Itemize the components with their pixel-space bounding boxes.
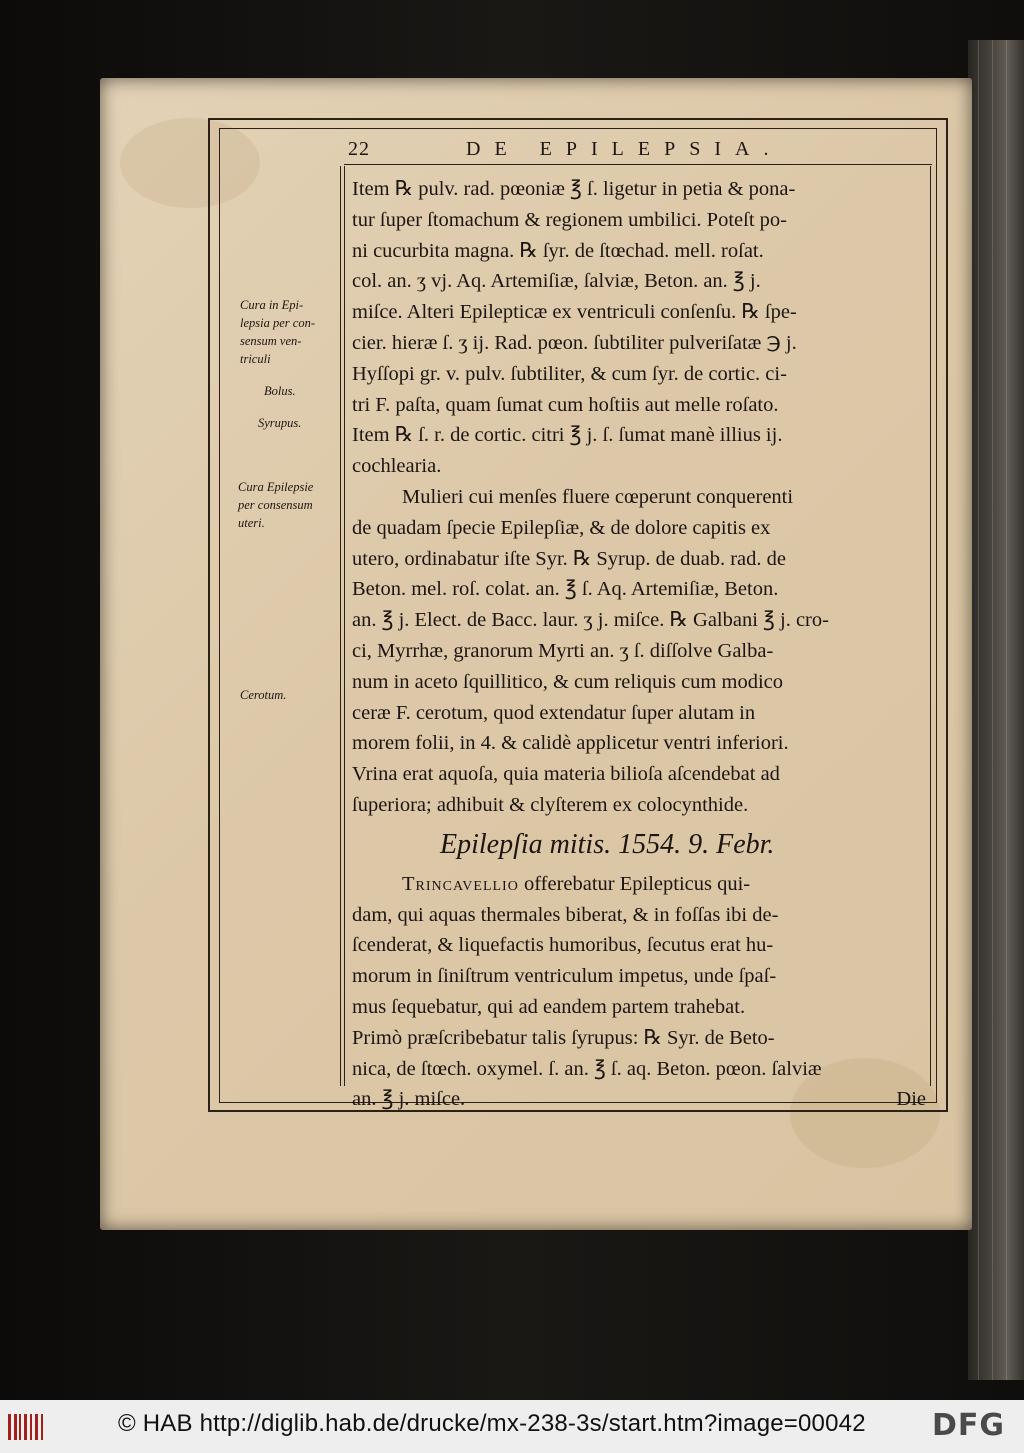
text-line: ſcenderat, & liquefactis humoribus, ſecutus erat hu-	[352, 934, 774, 957]
text-line: Vrina erat aquoſa, quia materia bilioſa aſcendebat ad	[352, 763, 780, 786]
margin-note-line: Cura in Epi-	[240, 298, 304, 312]
text-line: Item ℞ pulv. rad. pœoniæ ℥ ſ. ligetur in petia & pona-	[352, 178, 796, 200]
body-text	[352, 174, 930, 1115]
paragraph-1	[352, 174, 930, 482]
margin-note-line: uteri.	[238, 516, 265, 530]
text-line: ſuperiora; adhibuit & clyſterem ex colocynthide.	[352, 793, 749, 816]
text-line: tri F. paſta, quam ſumat cum hoſtiis aut melle roſato.	[352, 393, 779, 416]
text-line: utero, ordinabatur iſte Syr. ℞ Syrup. de duab. rad. de	[352, 547, 786, 570]
text-line: num in aceto ſquillitico, & cum reliquis cum modico	[352, 670, 783, 693]
text-line: Mulieri cui menſes fluere cœperunt conquerenti	[402, 485, 794, 508]
text-line: Primò præſcribebatur talis ſyrupus: ℞ Syr. de Beto-	[352, 1026, 775, 1049]
text-line: morum in ſiniſtrum ventriculum impetus, unde ſpaſ-	[352, 965, 777, 988]
copyright-link[interactable]: © HAB http://diglib.hab.de/drucke/mx-238-3s/start.htm?image=00042	[118, 1410, 866, 1437]
margin-note-line: Syrupus.	[258, 416, 302, 430]
viewer-footer	[0, 1400, 1024, 1453]
text-line: de quadam ſpecie Epilepſiæ, & de dolore capitis ex	[352, 516, 771, 539]
text-line: cochlearia.	[352, 455, 442, 478]
author-name: Trincavellio	[402, 872, 519, 895]
margin-note-cura-uteri	[238, 478, 342, 532]
text-line: dam, qui aquas thermales biberat, & in foſſas ibi de-	[352, 903, 779, 926]
margin-note-line: triculi	[240, 352, 271, 366]
book-edge	[968, 40, 1024, 1380]
margin-note-cura-ventriculi	[240, 296, 344, 368]
text-line	[352, 1084, 930, 1115]
margin-note-line: Cerotum.	[240, 688, 287, 702]
margin-note-syrupus	[258, 414, 362, 432]
text-line: an. ℥ j. Elect. de Bacc. laur. ʒ j. miſce. ℞ Galbani ℥ j. cro-	[352, 609, 829, 632]
text-column-rule	[930, 166, 931, 1086]
text-line: cier. hieræ ſ. ʒ ij. Rad. pœon. ſubtiliter pulveriſatæ ℈ j.	[352, 331, 797, 354]
paragraph-2	[352, 482, 930, 821]
text-line: ci, Myrrhæ, granorum Myrti an. ʒ ſ. diſſolve Galba-	[352, 639, 774, 662]
text-fragment: offerebatur Epilepticus qui-	[518, 872, 751, 895]
running-head: DE EPILEPSIA.	[466, 138, 783, 160]
margin-note-line: lepsia per con-	[240, 316, 315, 330]
paragraph-3	[352, 869, 930, 1115]
hab-barcode-icon	[8, 1414, 46, 1440]
catchword: Die	[896, 1088, 926, 1111]
text-line: Item ℞ ſ. r. de cortic. citri ℥ j. ſ. ſumat manè illius ij.	[352, 424, 783, 447]
text-line: ceræ F. cerotum, quod extendatur ſuper alutam in	[352, 701, 756, 724]
margin-note-line: per consensum	[238, 498, 313, 512]
dfg-logo: DFG	[932, 1408, 1006, 1443]
text-line: mus ſequebatur, qui ad eandem partem trahebat.	[352, 995, 746, 1018]
margin-column-rule	[344, 166, 345, 1086]
margin-note-line: sensum ven-	[240, 334, 302, 348]
margin-note-cerotum	[240, 686, 344, 704]
page-number: 22	[348, 138, 370, 160]
text-line: tur ſuper ſtomachum & regionem umbilici. Poteſt po-	[352, 208, 787, 231]
text-line: col. an. ʒ vj. Aq. Artemiſiæ, ſalviæ, Beton. an. ℥ j.	[352, 270, 761, 293]
margin-note-line: Cura Epilepsie	[238, 480, 314, 494]
text-line: Beton. mel. roſ. colat. an. ℥ ſ. Aq. Artemiſiæ, Beton.	[352, 578, 779, 601]
text-line: Hyſſopi gr. v. pulv. ſubtiliter, & cum ſyr. de cortic. ci-	[352, 362, 787, 385]
text-line: ni cucurbita magna. ℞ ſyr. de ſtœchad. mell. roſat.	[352, 239, 764, 262]
margin-note-line: Bolus.	[264, 384, 296, 398]
text-fragment: an. ℥ j. miſce.	[352, 1088, 466, 1111]
header-rule	[344, 164, 932, 165]
text-line: nica, de ſtœch. oxymel. ſ. an. ℥ ſ. aq. Beton. pœon. ſalviæ	[352, 1057, 822, 1080]
text-line	[352, 869, 930, 900]
page-header	[348, 138, 928, 164]
text-line: miſce. Alteri Epilepticæ ex ventriculi conſenſu. ℞ ſpe-	[352, 301, 797, 324]
section-heading: Epilepſia mitis. 1554. 9. Febr.	[440, 828, 775, 860]
text-line: morem folii, in 4. & calidè applicetur ventri inferiori.	[352, 732, 789, 755]
